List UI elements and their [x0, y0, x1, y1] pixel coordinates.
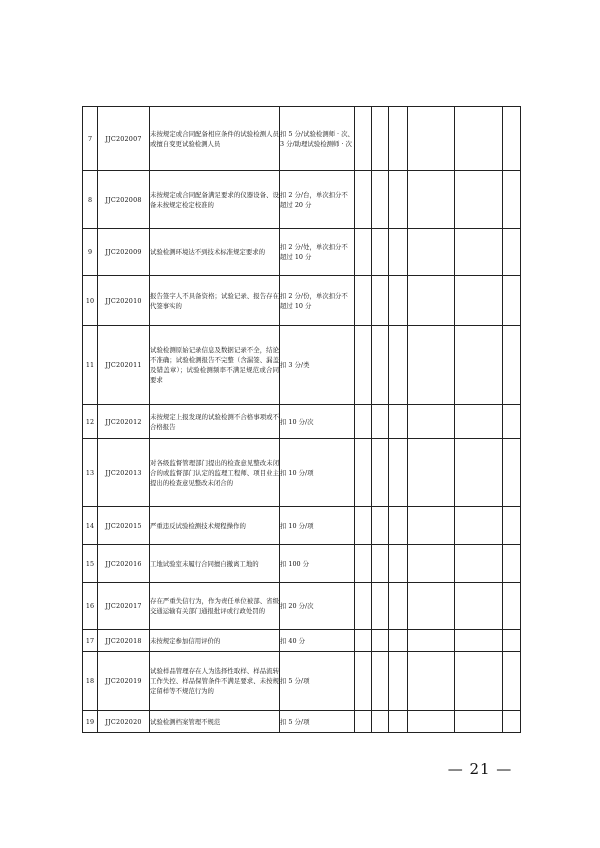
deduction-standard: 扣 5 分/项	[280, 711, 355, 733]
empty-cell	[355, 405, 372, 439]
row-number: 16	[83, 583, 98, 630]
empty-cell	[389, 583, 408, 630]
deduction-standard: 扣 5 分/项	[280, 652, 355, 711]
item-code: JJC202019	[98, 652, 150, 711]
empty-cell	[408, 276, 455, 326]
deduction-standard: 扣 20 分/次	[280, 583, 355, 630]
item-code: JJC202015	[98, 507, 150, 545]
row-number: 19	[83, 711, 98, 733]
empty-cell	[372, 630, 389, 652]
table-row	[83, 405, 521, 439]
item-code: JJC202007	[98, 107, 150, 171]
table-row	[83, 276, 521, 326]
empty-cell	[372, 276, 389, 326]
empty-cell	[503, 545, 521, 583]
row-number: 17	[83, 630, 98, 652]
empty-cell	[503, 405, 521, 439]
empty-cell	[389, 439, 408, 507]
empty-cell	[372, 326, 389, 405]
table-row	[83, 439, 521, 507]
row-number: 14	[83, 507, 98, 545]
deduction-standard: 扣 2 分/台，单次扣分不超过 20 分	[280, 171, 355, 229]
empty-cell	[355, 171, 372, 229]
item-description: 严重违反试验检测技术规程操作的	[150, 507, 280, 545]
item-description: 工地试验室未履行合同擅自撤离工地的	[150, 545, 280, 583]
row-number: 7	[83, 107, 98, 171]
empty-cell	[389, 326, 408, 405]
empty-cell	[355, 652, 372, 711]
empty-cell	[372, 439, 389, 507]
empty-cell	[408, 171, 455, 229]
empty-cell	[455, 583, 503, 630]
row-number: 15	[83, 545, 98, 583]
empty-cell	[372, 405, 389, 439]
item-description: 试验检测原始记录信息及数据记录不全，结论不准确；试验检测报告不完整（含漏签、漏盖及错盖章）；试验检测频率不满足规范或合同要求	[150, 326, 280, 405]
item-code: JJC202018	[98, 630, 150, 652]
empty-cell	[408, 583, 455, 630]
row-number: 10	[83, 276, 98, 326]
empty-cell	[355, 276, 372, 326]
empty-cell	[389, 545, 408, 583]
deduction-standard: 扣 2 分/处，单次扣分不超过 10 分	[280, 229, 355, 276]
item-description: 存在严重失信行为，作为责任单位被部、省级交通运输有关部门通报批评或行政处罚的	[150, 583, 280, 630]
item-code: JJC202008	[98, 171, 150, 229]
table-row	[83, 507, 521, 545]
empty-cell	[455, 171, 503, 229]
empty-cell	[372, 711, 389, 733]
empty-cell	[355, 107, 372, 171]
deduction-standard: 扣 40 分	[280, 630, 355, 652]
empty-cell	[389, 229, 408, 276]
empty-cell	[389, 405, 408, 439]
empty-cell	[455, 405, 503, 439]
empty-cell	[503, 326, 521, 405]
empty-cell	[372, 583, 389, 630]
item-description: 试验检测环境达不到技术标准规定要求的	[150, 229, 280, 276]
item-code: JJC202010	[98, 276, 150, 326]
empty-cell	[503, 711, 521, 733]
deduction-standard: 扣 2 分/份，单次扣分不超过 10 分	[280, 276, 355, 326]
table-row	[83, 583, 521, 630]
empty-cell	[389, 276, 408, 326]
empty-cell	[372, 652, 389, 711]
item-code: JJC202013	[98, 439, 150, 507]
item-description: 未按规定或合同配备满足要求的仪器设备、设备未按规定检定校准的	[150, 171, 280, 229]
empty-cell	[503, 652, 521, 711]
table-row	[83, 326, 521, 405]
item-description: 未按规定上报发现的试验检测不合格事项或不合格报告	[150, 405, 280, 439]
empty-cell	[355, 439, 372, 507]
row-number: 13	[83, 439, 98, 507]
deduction-standard: 扣 100 分	[280, 545, 355, 583]
empty-cell	[389, 507, 408, 545]
item-code: JJC202011	[98, 326, 150, 405]
empty-cell	[355, 229, 372, 276]
empty-cell	[455, 276, 503, 326]
empty-cell	[408, 652, 455, 711]
deduction-standard: 扣 5 分/试验检测师 · 次、3 分/助理试验检测师 · 次	[280, 107, 355, 171]
deduction-standard: 扣 3 分/类	[280, 326, 355, 405]
empty-cell	[503, 276, 521, 326]
page-number: — 21 —	[447, 760, 513, 778]
row-number: 8	[83, 171, 98, 229]
empty-cell	[408, 711, 455, 733]
row-number: 12	[83, 405, 98, 439]
item-description: 报告签字人不具备资格；试验记录、报告存在代签事实的	[150, 276, 280, 326]
item-description: 试验检测档案管理不规范	[150, 711, 280, 733]
empty-cell	[408, 229, 455, 276]
empty-cell	[455, 630, 503, 652]
item-code: JJC202020	[98, 711, 150, 733]
empty-cell	[389, 171, 408, 229]
table-row	[83, 171, 521, 229]
empty-cell	[408, 545, 455, 583]
empty-cell	[455, 545, 503, 583]
empty-cell	[389, 652, 408, 711]
empty-cell	[355, 630, 372, 652]
empty-cell	[455, 107, 503, 171]
empty-cell	[355, 583, 372, 630]
empty-cell	[389, 630, 408, 652]
empty-cell	[355, 507, 372, 545]
empty-cell	[503, 171, 521, 229]
table-row	[83, 545, 521, 583]
item-description: 未按规定或合同配备相应条件的试验检测人员或擅自变更试验检测人员	[150, 107, 280, 171]
empty-cell	[408, 107, 455, 171]
item-description: 试验样品管理存在人为选择性取样、样品流转工作失控、样品保管条件不满足要求、未按规定留样等不规范行为的	[150, 652, 280, 711]
empty-cell	[503, 229, 521, 276]
empty-cell	[408, 405, 455, 439]
row-number: 18	[83, 652, 98, 711]
empty-cell	[455, 652, 503, 711]
row-number: 11	[83, 326, 98, 405]
item-code: JJC202016	[98, 545, 150, 583]
empty-cell	[455, 439, 503, 507]
empty-cell	[408, 326, 455, 405]
empty-cell	[372, 507, 389, 545]
empty-cell	[372, 107, 389, 171]
empty-cell	[389, 711, 408, 733]
empty-cell	[503, 507, 521, 545]
deduction-standard: 扣 10 分/次	[280, 405, 355, 439]
table-row	[83, 630, 521, 652]
empty-cell	[408, 507, 455, 545]
empty-cell	[372, 171, 389, 229]
empty-cell	[372, 545, 389, 583]
table-row	[83, 107, 521, 171]
empty-cell	[503, 107, 521, 171]
evaluation-table	[82, 106, 521, 733]
table-row	[83, 229, 521, 276]
item-description: 对各级监督管理部门提出的检查意见整改未闭合的或监督部门认定的监理工程师、项目业主提出的检查意见整改未闭合的	[150, 439, 280, 507]
empty-cell	[355, 711, 372, 733]
row-number: 9	[83, 229, 98, 276]
item-code: JJC202017	[98, 583, 150, 630]
item-code: JJC202009	[98, 229, 150, 276]
empty-cell	[455, 711, 503, 733]
item-code: JJC202012	[98, 405, 150, 439]
empty-cell	[455, 229, 503, 276]
empty-cell	[455, 507, 503, 545]
item-description: 未按规定参加信用评价的	[150, 630, 280, 652]
deduction-standard: 扣 10 分/项	[280, 439, 355, 507]
deduction-standard: 扣 10 分/项	[280, 507, 355, 545]
empty-cell	[355, 545, 372, 583]
empty-cell	[503, 439, 521, 507]
table-row	[83, 711, 521, 733]
empty-cell	[455, 326, 503, 405]
empty-cell	[372, 229, 389, 276]
table-row	[83, 652, 521, 711]
empty-cell	[408, 439, 455, 507]
empty-cell	[355, 326, 372, 405]
empty-cell	[389, 107, 408, 171]
empty-cell	[503, 583, 521, 630]
empty-cell	[503, 630, 521, 652]
empty-cell	[408, 630, 455, 652]
